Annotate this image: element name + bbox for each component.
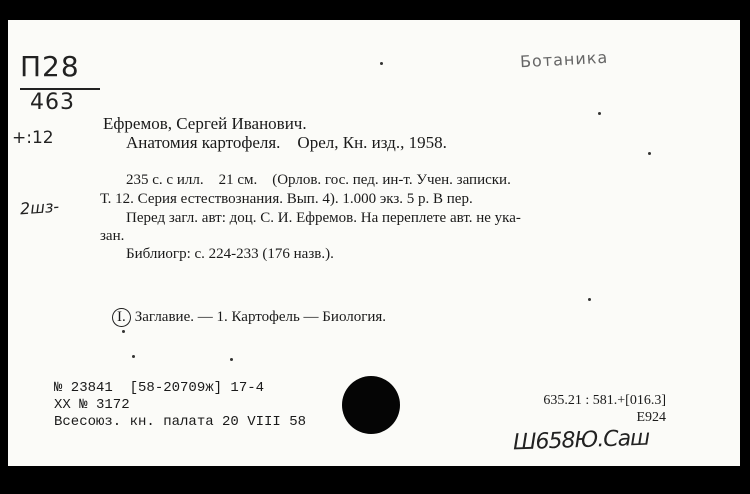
speck [122, 330, 125, 333]
series-line: Т. 12. Серия естествознания. Вып. 4). 1.000 экз. 5 р. В пер. [100, 191, 473, 207]
collation-line: 235 с. с илл. 21 см. (Орлов. гос. пед. ин-т. Учен. записки. [126, 172, 511, 188]
call-number-bottom: 463 [30, 90, 75, 115]
subject-handwritten-note: Ботаника [519, 47, 609, 72]
margin-note-1: +:12 [12, 128, 54, 148]
speck [648, 152, 651, 155]
ink-blot [342, 376, 400, 434]
speck [132, 355, 135, 358]
margin-note-2: 2шз- [19, 196, 60, 219]
tracing-text: Заглавие. — 1. Картофель — Биология. [134, 309, 387, 325]
speck [598, 112, 601, 115]
speck [230, 358, 233, 361]
note-line-continued: зан. [100, 228, 125, 244]
call-number-top: П28 [20, 50, 80, 83]
card-metadata [54, 380, 306, 431]
meta-line-2: ХХ № 3172 [54, 397, 130, 413]
classification-block [508, 392, 666, 426]
handwritten-signature-note: Ш658Ю.Саш [512, 425, 650, 456]
meta-line-1: № 23841 [58-20709ж] 17-4 [54, 380, 265, 396]
catalog-card [8, 20, 740, 466]
tracing-number: I. [112, 308, 131, 327]
bibliography-note: Библиогр: с. 224-233 (176 назв.). [126, 246, 334, 262]
author-heading: Ефремов, Сергей Иванович. [103, 114, 307, 133]
note-line: Перед загл. авт: доц. С. И. Ефремов. На переплете авт. не ука- [126, 210, 521, 226]
tracings [112, 308, 386, 327]
speck [380, 62, 383, 65]
title-statement: Анатомия картофеля. Орел, Кн. изд., 1958. [126, 133, 447, 152]
speck [588, 298, 591, 301]
meta-line-3: Всесоюз. кн. палата 20 VIII 58 [54, 414, 307, 430]
classification-code: Е924 [636, 410, 666, 425]
udc-number: 635.21 : 581.+[016.3] [543, 393, 666, 408]
